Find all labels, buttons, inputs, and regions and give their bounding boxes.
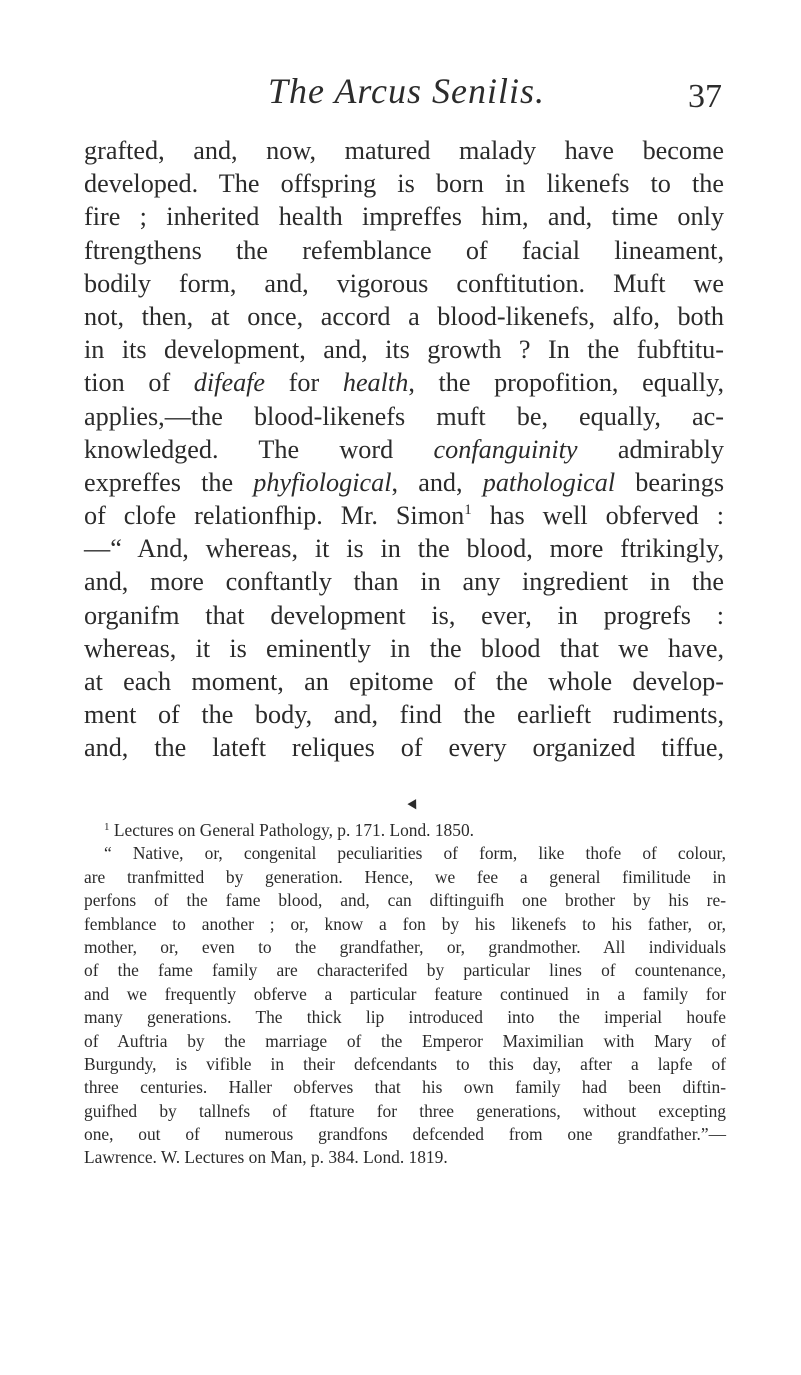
footnote-line: femblance to another ; or, know a fon by his likenefs to his father, or, bbox=[84, 913, 726, 934]
body-line: not, then, at once, accord a blood-likenefs, alfo, both bbox=[84, 301, 724, 331]
body-text bbox=[84, 134, 724, 765]
footnote-line: one, out of numerous grandfons defcended from one grandfather.”— bbox=[84, 1124, 726, 1145]
running-title: The Arcus Senilis. bbox=[268, 71, 545, 111]
body-line: and, the lateft reliques of every organized tiffue, bbox=[84, 733, 724, 763]
footnotes bbox=[84, 819, 726, 1170]
body-line: fire ; inherited health impreffes him, and, time only bbox=[84, 202, 724, 232]
page-number: 37 bbox=[688, 78, 722, 115]
footnote-line: Burgundy, is vifible in their defcendants to this day, after a lapfe of bbox=[84, 1053, 726, 1074]
body-line: knowledged. The word confanguinity admirably bbox=[84, 434, 725, 464]
body-line: ftrengthens the refemblance of facial lineament, bbox=[84, 235, 724, 265]
footnote-reference: $^1$ Lectures on General Pathology, p. 171. Lond. 1850. bbox=[104, 820, 474, 840]
body-line: and, more conftantly than in any ingredient in the bbox=[84, 567, 724, 597]
running-head bbox=[0, 70, 801, 120]
body-line: organifm that development is, ever, in progrefs : bbox=[84, 600, 724, 630]
footnote-line: of Auftria by the marriage of the Emperor Maximilian with Mary of bbox=[84, 1030, 726, 1051]
body-line: expreffes the phyfiological, and, pathological bearings bbox=[84, 467, 725, 497]
body-line: tion of difeafe for health, the propofition, equally, bbox=[84, 368, 725, 398]
body-line: applies,—the blood-likenefs muft be, equally, ac- bbox=[84, 401, 724, 431]
body-line: at each moment, an epitome of the whole develop- bbox=[84, 667, 724, 696]
footnote-line: “ Native, or, congenital peculiarities of form, like thofe of colour, bbox=[104, 843, 726, 864]
printers-mark bbox=[407, 799, 420, 812]
footnote-line: of the fame family are characterifed by particular lines of countenance, bbox=[84, 960, 726, 981]
footnote-line: are tranfmitted by generation. Hence, we fee a general fimilitude in bbox=[84, 866, 726, 887]
footnote-line: perfons of the fame blood, and, can diftinguifh one brother by his re- bbox=[84, 890, 726, 911]
footnote-line: mother, or, even to the grandfather, or, grandmother. All individuals bbox=[84, 936, 726, 957]
footnote-line: many generations. The thick lip introduced into the imperial houfe bbox=[84, 1007, 726, 1028]
body-line: —“ And, whereas, it is in the blood, more ftrikingly, bbox=[84, 534, 724, 564]
body-line: bodily form, and, vigorous conftitution. Muft we bbox=[84, 268, 724, 298]
body-line: in its development, and, its growth ? In the fubftitu- bbox=[84, 335, 724, 365]
footnote-line: guifhed by tallnefs of ftature for three generations, without excepting bbox=[84, 1100, 726, 1121]
footnote-line: Lawrence. W. Lectures on Man, p. 384. Lond. 1819. bbox=[84, 1147, 448, 1168]
footnote-line: three centuries. Haller obferves that his own family had been diftin- bbox=[84, 1077, 726, 1098]
body-line: ment of the body, and, find the earlieft rudiments, bbox=[84, 700, 724, 730]
body-line: of clofe relationfhip. Mr. Simon$^1$ has well obferved : bbox=[84, 501, 724, 531]
footnote-line: and we frequently obferve a particular feature continued in a family for bbox=[84, 983, 726, 1004]
body-line: grafted, and, now, matured malady have become bbox=[84, 136, 724, 165]
body-line: whereas, it is eminently in the blood that we have, bbox=[84, 633, 724, 663]
body-line: developed. The offspring is born in likenefs to the bbox=[84, 169, 724, 199]
